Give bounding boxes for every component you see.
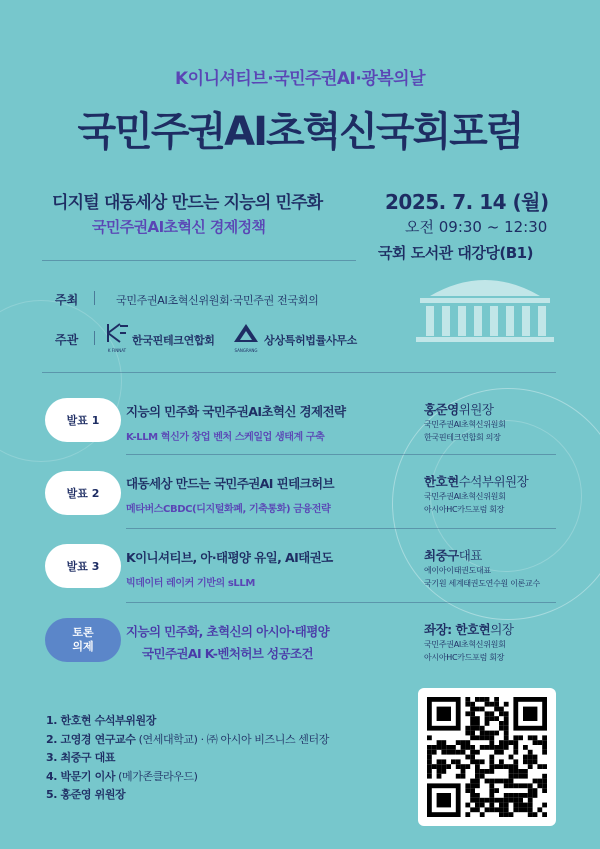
panel-item <box>46 712 329 731</box>
speaker-name-text: 홍준영 <box>424 402 459 417</box>
organizer-name: 한국핀테크연합회 <box>132 334 215 347</box>
speaker-name-text: 한호현 <box>424 474 459 489</box>
affiliation-line: 국민주권AI초혁신위원회 <box>424 640 506 649</box>
chair-affiliation <box>424 638 506 664</box>
event-subtitle: 디지털 대동세상 만드는 지능의 민주화 <box>52 193 323 213</box>
talk-title: 대동세상 만드는 국민주권AI 핀테크허브 <box>126 476 334 491</box>
affiliation-line: 한국핀테크연합회 의장 <box>424 433 501 442</box>
event-date: 2025. 7. 14 (월) <box>385 190 549 214</box>
chair-name-text: 한호현 <box>455 622 491 637</box>
panel-list <box>46 712 329 805</box>
section-divider <box>126 602 556 603</box>
affiliation-line: 국민주권AI초혁신위원회 <box>424 420 506 429</box>
panel-text: 한호현 수석부위원장 <box>60 714 156 727</box>
affiliation-line: 국기원 세계태권도연수원 이론교수 <box>424 579 540 588</box>
talk-badge: 발표 2 <box>45 471 121 515</box>
panel-num: 4. <box>46 769 58 783</box>
discussion-badge-line: 토론 <box>72 626 94 639</box>
discussion-title: 지능의 민주화, 초혁신의 아시아·태평양 <box>126 624 330 639</box>
discussion-badge-line: 의제 <box>72 640 94 653</box>
event-time: 오전 09:30 ~ 12:30 <box>405 218 548 236</box>
host-value: 국민주권AI초혁신위원회·국민주권 전국회의 <box>116 294 319 307</box>
qr-code-icon[interactable] <box>418 688 556 826</box>
organizer-name: 상상특허법률사무소 <box>264 334 357 347</box>
talk-badge: 발표 1 <box>45 398 121 442</box>
panel-num: 1. <box>46 714 58 727</box>
kfinnat-logo <box>104 322 130 352</box>
talk-title: K이니셔티브, 아·태평양 유일, AI태권도 <box>126 550 333 565</box>
affiliation-line: 아시아HC카드포럼 회장 <box>424 505 505 514</box>
chair-role: 의장 <box>490 622 514 637</box>
page-title: 국민주권AI초혁신국회포럼 <box>77 109 523 155</box>
chair-name <box>424 620 513 638</box>
kfinnat-logo-text: K FINNAT <box>107 348 127 353</box>
panel-text: 고영경 연구교수 <box>60 732 136 746</box>
chair-label: 좌장: <box>424 622 456 637</box>
talk-badge: 발표 3 <box>45 544 121 588</box>
panel-text: 최중구 대표 <box>60 751 116 764</box>
divider <box>94 331 95 345</box>
sangrang-logo <box>232 322 260 352</box>
panel-text: 홍준영 위원장 <box>60 788 126 801</box>
sangrang-logo-text: SANGRANG <box>234 348 258 353</box>
speaker-role: 위원장 <box>458 402 494 417</box>
panel-num: 3. <box>46 751 58 764</box>
affiliation-line: 국민주권AI초혁신위원회 <box>424 492 506 501</box>
event-venue: 국회 도서관 대강당(B1) <box>378 244 533 262</box>
speaker-name <box>424 472 528 490</box>
panel-item <box>46 749 329 768</box>
discussion-badge <box>45 618 121 662</box>
speaker-name-text: 최중구 <box>424 548 459 563</box>
event-theme: 국민주권AI초혁신 경제정책 <box>92 218 266 236</box>
panel-item <box>46 731 329 750</box>
talk-title: 지능의 민주화 국민주권AI초혁신 경제전략 <box>126 404 346 419</box>
speaker-affiliation <box>424 418 506 444</box>
host-label: 주최 <box>55 293 79 307</box>
section-divider <box>126 454 556 455</box>
capitol-building-icon <box>410 266 560 346</box>
subtitle-divider <box>42 260 356 261</box>
speaker-name <box>424 400 493 418</box>
speaker-affiliation <box>424 564 540 590</box>
speaker-role: 대표 <box>458 548 482 563</box>
section-divider <box>42 372 556 373</box>
section-divider <box>126 528 556 529</box>
panel-text: 박문기 이사 <box>60 769 116 783</box>
panel-note: (연세대학교) · ㈜ 아시아 비즈니스 센터장 <box>135 732 329 746</box>
panel-item <box>46 786 329 805</box>
discussion-subtitle: 국민주권AI K-벤처허브 성공조건 <box>142 646 313 661</box>
panel-note: (메가존클라우드) <box>115 769 198 783</box>
affiliation-line: 에이아이태권도대표 <box>424 566 491 575</box>
speaker-role: 수석부위원장 <box>458 474 529 489</box>
panel-num: 5. <box>46 788 58 801</box>
event-tagline: K이니셔티브·국민주권AI·광복의날 <box>174 69 426 89</box>
panel-num: 2. <box>46 732 58 746</box>
affiliation-line: 아시아HC카드포럼 회장 <box>424 653 505 662</box>
talk-subtitle: K-LLM 혁신가 창업 벤처 스케일업 생태계 구축 <box>126 432 325 443</box>
panel-item <box>46 768 329 787</box>
speaker-name <box>424 546 482 564</box>
talk-subtitle: 메타버스CBDC(디지털화폐, 기축통화) 금융전략 <box>126 504 331 515</box>
organizer-label: 주관 <box>55 333 79 347</box>
divider <box>94 291 95 305</box>
talk-subtitle: 빅데이터 레이커 기반의 sLLM <box>126 578 255 589</box>
speaker-affiliation <box>424 490 506 516</box>
